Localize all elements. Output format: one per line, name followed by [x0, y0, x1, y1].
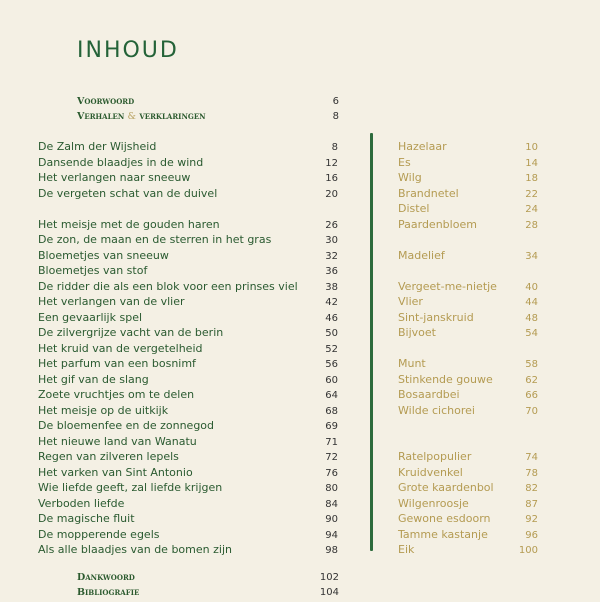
front-matter-row [77, 111, 339, 126]
plant-entry[interactable] [398, 543, 538, 559]
plant-entry[interactable] [398, 512, 538, 528]
story-entry[interactable] [38, 295, 338, 311]
story-entry[interactable] [38, 497, 338, 513]
story-entry[interactable] [38, 280, 338, 296]
story-entry-page: 8 [331, 142, 338, 153]
plant-entry-page: 10 [525, 142, 538, 153]
plant-entry[interactable] [398, 311, 538, 327]
plant-entry-title: Gewone esdoorn [398, 512, 491, 525]
story-entry-page: 84 [325, 498, 338, 510]
plant-entry-title: Grote kaardenbol [398, 481, 494, 494]
plant-entry[interactable] [398, 466, 538, 482]
column-divider [370, 133, 373, 551]
plant-entry-title: Madelief [398, 248, 445, 262]
page-title: INHOUD [77, 38, 179, 63]
story-entry-page: 60 [325, 374, 338, 386]
story-entry[interactable] [38, 435, 338, 451]
story-entry-title: Bloemetjes van sneeuw [38, 248, 169, 262]
story-entry-page: 36 [325, 266, 338, 277]
story-entry[interactable] [38, 264, 338, 280]
story-entry-title: Het nieuwe land van Wanatu [38, 434, 197, 448]
story-entry-title: Het varken van Sint Antonio [38, 465, 193, 479]
plant-entry-title: Wilde cichorei [398, 403, 475, 417]
plant-entry[interactable] [398, 249, 538, 265]
story-entry-page: 71 [325, 436, 338, 448]
plant-entry-page: 82 [525, 483, 538, 494]
story-entry-page: 69 [325, 421, 338, 432]
plant-entry[interactable] [398, 357, 538, 373]
plant-entry[interactable] [398, 156, 538, 172]
story-entry-title: Het meisje met de gouden haren [38, 217, 220, 231]
story-entry[interactable] [38, 326, 338, 342]
story-entry-page: 42 [325, 297, 338, 308]
back-matter [77, 572, 339, 602]
story-list [38, 140, 338, 559]
spacer [398, 435, 538, 451]
story-entry[interactable] [38, 466, 338, 482]
spacer [398, 342, 538, 358]
story-entry-title: Een gevaarlijk spel [38, 310, 143, 324]
story-entry-page: 30 [325, 235, 338, 246]
plant-entry-page: 34 [525, 250, 538, 262]
back-matter-page: 102 [319, 572, 339, 583]
plant-entry-page: 96 [525, 529, 538, 541]
story-entry-page: 98 [325, 545, 338, 556]
plant-entry[interactable] [398, 171, 538, 187]
story-entry[interactable] [38, 218, 338, 234]
plant-entry-page: 70 [525, 405, 538, 417]
story-entry-title: Het gif van de slang [38, 372, 149, 386]
story-entry-page: 12 [325, 157, 338, 169]
story-entry[interactable] [38, 481, 338, 497]
plant-entry-title: Vlier [398, 295, 423, 308]
front-matter-row [77, 96, 339, 111]
story-entry-page: 76 [325, 467, 338, 479]
story-entry-page: 20 [325, 188, 338, 200]
story-entry[interactable] [38, 171, 338, 187]
story-entry-title: Zoete vruchtjes om te delen [38, 388, 195, 401]
plant-entry-page: 87 [525, 498, 538, 510]
plant-entry-page: 28 [525, 219, 538, 231]
plant-entry-page: 78 [525, 467, 538, 479]
back-matter-label: Bibliografie [77, 587, 140, 598]
plant-entry-title: Wilgenroosje [398, 496, 469, 510]
story-entry-title: De bloemenfee en de zonnegod [38, 419, 215, 432]
story-entry-page: 68 [325, 405, 338, 417]
story-entry[interactable] [38, 342, 338, 358]
plant-entry-title: Brandnetel [398, 186, 459, 200]
plant-entry-page: 24 [525, 204, 538, 215]
plant-entry[interactable] [398, 280, 538, 296]
front-matter-page: 6 [332, 96, 339, 107]
story-entry-title: Het verlangen van de vlier [38, 295, 185, 308]
story-entry-page: 32 [325, 250, 338, 262]
story-entry[interactable] [38, 543, 338, 559]
plant-entry[interactable] [398, 326, 538, 342]
plant-entry-title: Wilg [398, 171, 422, 184]
story-entry[interactable] [38, 419, 338, 435]
plant-entry-page: 58 [525, 359, 538, 370]
back-matter-page: 104 [319, 587, 339, 598]
plant-entry-title: Vergeet-me-nietje [398, 279, 497, 293]
spacer [398, 233, 538, 249]
spacer [38, 202, 338, 218]
story-entry-title: Regen van zilveren lepels [38, 450, 179, 463]
plant-entry-page: 48 [525, 312, 538, 324]
plant-entry-title: Paardenbloem [398, 217, 477, 231]
story-entry[interactable] [38, 373, 338, 389]
plant-entry[interactable] [398, 404, 538, 420]
plant-entry-page: 18 [525, 173, 538, 184]
story-entry-title: De zilvergrijze vacht van de berin [38, 326, 224, 339]
story-entry[interactable] [38, 404, 338, 420]
story-entry[interactable] [38, 249, 338, 265]
back-matter-label: Dankwoord [77, 572, 135, 583]
story-entry-title: Het meisje op de uitkijk [38, 403, 169, 417]
story-entry[interactable] [38, 311, 338, 327]
story-entry-page: 26 [325, 219, 338, 231]
story-entry-title: De vergeten schat van de duivel [38, 186, 218, 200]
plant-entry-title: Ratelpopulier [398, 450, 472, 463]
story-entry-page: 64 [325, 390, 338, 401]
story-entry[interactable] [38, 187, 338, 203]
label-part-a: Verhalen [77, 111, 125, 122]
story-entry-title: Als alle blaadjes van de bomen zijn [38, 543, 232, 556]
plant-entry[interactable] [398, 497, 538, 513]
story-entry[interactable] [38, 450, 338, 466]
story-entry[interactable] [38, 140, 338, 156]
story-entry[interactable] [38, 388, 338, 404]
story-entry-page: 50 [325, 328, 338, 339]
story-entry-title: Dansende blaadjes in de wind [38, 155, 204, 169]
plant-list [398, 140, 538, 559]
plant-entry-page: 44 [525, 297, 538, 308]
front-matter [77, 96, 339, 126]
spacer [398, 264, 538, 280]
plant-entry-page: 100 [518, 545, 538, 556]
plant-entry-page: 54 [525, 328, 538, 339]
plant-entry[interactable] [398, 450, 538, 466]
plant-entry-title: Sint-janskruid [398, 310, 474, 324]
story-entry-title: Het kruid van de vergetelheid [38, 341, 203, 355]
plant-entry-title: Eik [398, 543, 415, 556]
plant-entry[interactable] [398, 528, 538, 544]
plant-entry[interactable] [398, 140, 538, 156]
ampersand: & [127, 111, 137, 122]
plant-entry[interactable] [398, 187, 538, 203]
story-entry-title: Verboden liefde [38, 496, 125, 510]
plant-entry[interactable] [398, 481, 538, 497]
label-part-b: verklaringen [139, 111, 206, 122]
plant-entry-title: Bijvoet [398, 326, 436, 339]
plant-entry-title: Es [398, 155, 411, 169]
story-entry-page: 72 [325, 452, 338, 463]
front-matter-label: Voorwoord [77, 96, 135, 107]
story-entry[interactable] [38, 357, 338, 373]
story-entry-title: Het verlangen naar sneeuw [38, 171, 191, 184]
story-entry[interactable] [38, 528, 338, 544]
plant-entry-title: Munt [398, 357, 426, 370]
plant-entry-page: 92 [525, 514, 538, 525]
plant-entry[interactable] [398, 295, 538, 311]
front-matter-label [77, 111, 206, 122]
plant-entry[interactable] [398, 202, 538, 218]
story-entry[interactable] [38, 512, 338, 528]
story-entry-page: 46 [325, 312, 338, 324]
plant-entry-title: Distel [398, 202, 430, 215]
story-entry-page: 94 [325, 529, 338, 541]
story-entry-title: De Zalm der Wijsheid [38, 140, 157, 153]
story-entry-page: 38 [325, 281, 338, 293]
plant-entry-page: 40 [525, 281, 538, 293]
story-entry[interactable] [38, 233, 338, 249]
story-entry-title: De ridder die als een blok voor een prinses viel [38, 279, 298, 293]
story-entry-title: De zon, de maan en de sterren in het gras [38, 233, 272, 246]
story-entry-page: 16 [325, 173, 338, 184]
spacer [398, 419, 538, 435]
plant-entry[interactable] [398, 373, 538, 389]
back-matter-row [77, 572, 339, 587]
story-entry-title: Wie liefde geeft, zal liefde krijgen [38, 481, 223, 494]
plant-entry[interactable] [398, 218, 538, 234]
plant-entry-title: Hazelaar [398, 140, 447, 153]
front-matter-page: 8 [332, 111, 339, 122]
plant-entry-title: Tamme kastanje [398, 527, 488, 541]
plant-entry[interactable] [398, 388, 538, 404]
story-entry-page: 90 [325, 514, 338, 525]
plant-entry-title: Bosaardbei [398, 388, 460, 401]
story-entry-title: Bloemetjes van stof [38, 264, 148, 277]
plant-entry-page: 14 [525, 157, 538, 169]
story-entry-page: 52 [325, 343, 338, 355]
plant-entry-page: 22 [525, 188, 538, 200]
story-entry-title: De magische fluit [38, 512, 135, 525]
plant-entry-page: 62 [525, 374, 538, 386]
story-entry-page: 56 [325, 359, 338, 370]
plant-entry-page: 66 [525, 390, 538, 401]
story-entry[interactable] [38, 156, 338, 172]
plant-entry-page: 74 [525, 452, 538, 463]
plant-entry-title: Kruidvenkel [398, 465, 463, 479]
story-entry-page: 80 [325, 483, 338, 494]
story-entry-title: De mopperende egels [38, 527, 160, 541]
plant-entry-title: Stinkende gouwe [398, 372, 493, 386]
story-entry-title: Het parfum van een bosnimf [38, 357, 196, 370]
